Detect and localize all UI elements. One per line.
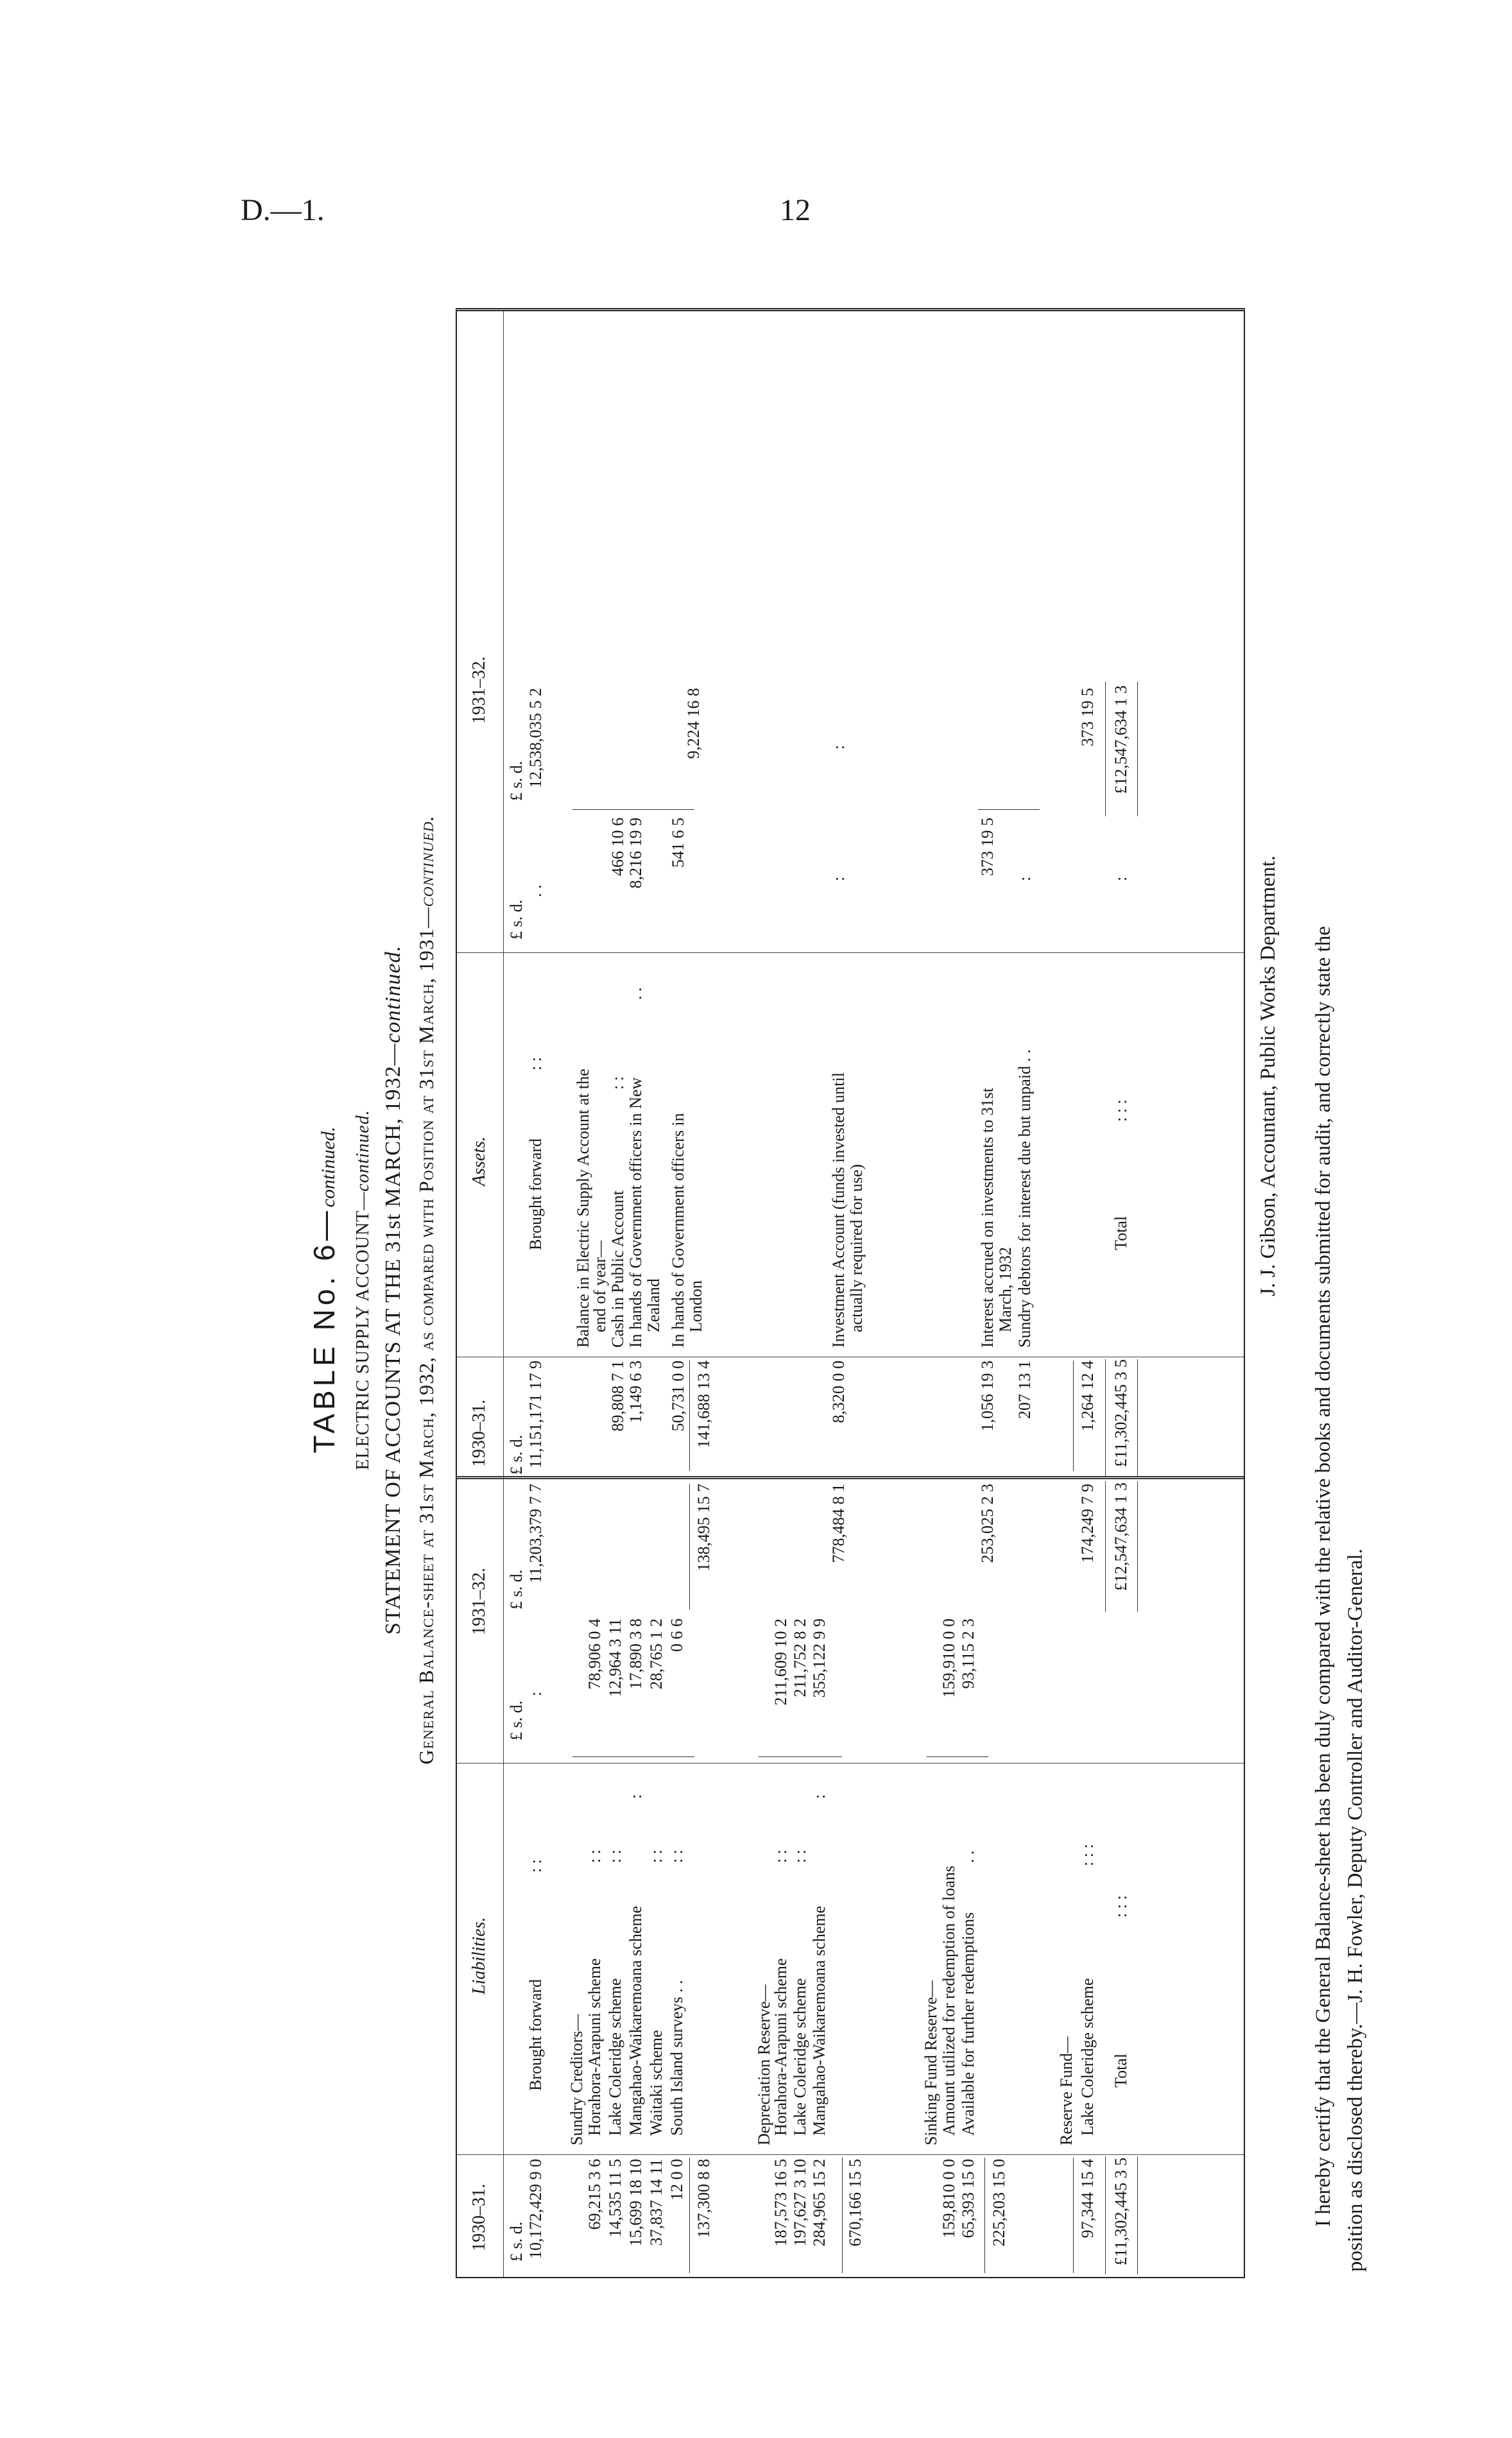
assets-total-rule xyxy=(1137,1359,1138,1476)
row-dots: : : xyxy=(647,1850,666,1863)
reserve-dots: : : : xyxy=(1078,1844,1097,1866)
table-title-text: TABLE No. 6— xyxy=(307,1207,341,1454)
depr-title: Depreciation Reserve— xyxy=(755,1984,773,2145)
nz-1932: 8,216 19 9 xyxy=(626,818,645,889)
row-label: Lake Coleridge scheme xyxy=(606,1978,624,2136)
row-label: Available for further redemptions xyxy=(959,1912,977,2136)
row-value-1931: 69,215 3 6 xyxy=(585,2159,604,2230)
reserve-label: Lake Coleridge scheme xyxy=(1078,1978,1097,2136)
liab-total-1931: £11,302,445 3 5 xyxy=(1112,2158,1130,2266)
balance-bracket xyxy=(572,809,694,810)
investment-1931: 8,320 0 0 xyxy=(829,1361,848,1423)
row-value-1931: 159,810 0 0 xyxy=(940,2159,958,2238)
london-label2: London xyxy=(687,1280,705,1332)
interest-1932-outer: 373 19 5 xyxy=(1078,688,1097,746)
assets-bf-label: Brought forward xyxy=(526,1138,545,1250)
depr-total-1931: 670,166 15 5 xyxy=(846,2159,864,2247)
assets-total-rule xyxy=(1105,1359,1106,1476)
total-rule xyxy=(1137,2156,1138,2274)
row-label: South Island surveys . . xyxy=(667,1980,686,2136)
row-label: Lake Coleridge scheme xyxy=(791,1978,809,2136)
liab-bf-label: Brought forward xyxy=(526,1979,545,2091)
row-value-1931: 12 0 0 xyxy=(667,2159,686,2201)
balance-total-1932: 9,224 16 8 xyxy=(684,688,703,759)
account-title-text: ELECTRIC SUPPLY ACCOUNT— xyxy=(353,1191,373,1470)
sundry-total-1931: 137,300 8 8 xyxy=(694,2159,713,2238)
subtotal-1931: 1,264 12 4 xyxy=(1078,1361,1097,1432)
assets-total-1932: £12,547,634 1 3 xyxy=(1112,685,1130,794)
sundry-debtors-1932: : xyxy=(1015,876,1034,881)
assets-bf-dots: : : xyxy=(526,1057,545,1070)
balance-title xyxy=(415,295,438,2285)
header-1931-liab: 1930–31. xyxy=(469,2184,489,2251)
lsd-header: £ s. d. xyxy=(507,1569,526,1610)
assets-total-inner: : xyxy=(1112,876,1130,881)
lsd-header: £ s. d. xyxy=(507,1434,526,1475)
balance-title-text: General Balance-sheet at 31st March, 1932, as compared with Position at 31st March, 1931— xyxy=(415,907,438,1765)
liab-bf-1931: 10,172,429 9 0 xyxy=(526,2159,545,2259)
total-rule xyxy=(1105,2156,1106,2274)
sundry-total-rule xyxy=(689,2158,690,2273)
table-title-cont: continued. xyxy=(318,1126,339,1208)
row-value-1932: 28,765 1 2 xyxy=(647,1618,666,1690)
row-dots: : : xyxy=(606,1850,624,1863)
row-value-1931: 197,627 3 10 xyxy=(791,2159,809,2247)
lsd-header: £ s. d. xyxy=(507,760,526,801)
lsd-header: £ s. d. xyxy=(507,1700,526,1740)
sink-title: Sinking Fund Reserve— xyxy=(922,1980,940,2145)
row-value-1931: 37,837 14 11 xyxy=(647,2159,666,2246)
interest-label2: March, 1932 xyxy=(996,1247,1015,1332)
certificate-line2: position as disclosed thereby.—J. H. Fowler, Deputy Controller and Auditor-General. xyxy=(1344,1549,1367,2272)
balance-sheet-table xyxy=(456,308,1245,2278)
row-value-1932: 211,752 8 2 xyxy=(791,1618,809,1697)
row-value-1932: 17,890 3 8 xyxy=(626,1618,645,1690)
balance-total-1931: 141,688 13 4 xyxy=(694,1361,713,1448)
assets-bf-1932: 12,538,035 5 2 xyxy=(526,688,545,788)
assets-bf-inner: . . xyxy=(526,884,545,897)
liab-total-1932: £12,547,634 1 3 xyxy=(1112,1482,1130,1591)
row-label: Horahora-Arapuni scheme xyxy=(771,1958,790,2136)
subtotal-rule xyxy=(1073,1361,1074,1471)
sundry-bracket xyxy=(572,1756,694,1757)
row-label: Horahora-Arapuni scheme xyxy=(585,1958,604,2136)
row-dots: : : xyxy=(771,1850,790,1863)
sundry-debtors-label: Sundry debtors for interest due but unpaid . . xyxy=(1015,1049,1034,1348)
page-code: D.—1. xyxy=(241,193,325,227)
investment-label2: actually required for use) xyxy=(847,1163,866,1332)
liab-total-label: Total xyxy=(1112,2053,1130,2088)
assets-total-dots: : : : xyxy=(1112,1099,1130,1122)
statement-title-cont: continued. xyxy=(381,945,405,1043)
reserve-title: Reserve Fund— xyxy=(1057,2036,1076,2145)
sundry-total-rule xyxy=(689,1484,690,1610)
london-label: In hands of Government officers in xyxy=(669,1113,687,1348)
row-value-1932: 355,122 9 9 xyxy=(810,1618,829,1698)
cash-1931: 89,808 7 1 xyxy=(608,1361,627,1432)
page-number: 12 xyxy=(780,193,811,227)
sundry-total-1932: 138,495 15 7 xyxy=(694,1484,713,1572)
reserve-1932: 174,249 7 9 xyxy=(1078,1484,1097,1563)
rotated-page xyxy=(307,295,1436,2285)
account-title xyxy=(353,295,374,2285)
row-dots: : : xyxy=(667,1850,686,1863)
interest-label: Interest accrued on investments to 31st xyxy=(978,1087,997,1348)
row-label: Mangahao-Waikaremoana scheme xyxy=(626,1905,645,2136)
col-divider xyxy=(457,1476,1244,1479)
sink-total-1931: 225,203 15 0 xyxy=(990,2159,1008,2247)
sink-total-1932: 253,025 2 3 xyxy=(978,1484,997,1563)
col-divider xyxy=(457,1763,1244,1764)
header-1932-liab: 1931–32. xyxy=(469,1568,489,1635)
row-dots: : : xyxy=(585,1850,604,1863)
row-value-1932: 93,115 2 3 xyxy=(959,1618,977,1689)
sundry-title: Sundry Creditors— xyxy=(567,2014,586,2145)
row-value-1932: 78,906 0 4 xyxy=(585,1618,604,1690)
depr-bracket xyxy=(759,1756,842,1757)
london-1931: 50,731 0 0 xyxy=(669,1361,687,1432)
nz-1931: 1,149 6 3 xyxy=(626,1361,645,1423)
liab-bf-1932: 11,203,379 7 7 xyxy=(526,1484,545,1584)
row-value-1932: 0 6 6 xyxy=(667,1618,686,1652)
row-label: Amount utilized for redemption of loans xyxy=(940,1866,958,2136)
cash-1932: 466 10 6 xyxy=(608,818,627,876)
liab-bf-dots: : : xyxy=(526,1859,545,1873)
total-rule xyxy=(1137,1481,1138,1612)
row-dots: : xyxy=(810,1794,829,1799)
sink-bracket xyxy=(927,1756,988,1757)
depr-total-rule xyxy=(842,2158,843,2273)
row-value-1931: 284,965 15 2 xyxy=(810,2159,829,2247)
balance-title-cont: continued. xyxy=(415,815,438,907)
interest-bracket xyxy=(978,809,1040,810)
row-value-1931: 15,699 18 10 xyxy=(626,2159,645,2247)
row-value-1932: 159,910 0 0 xyxy=(940,1618,958,1698)
balance-title: Balance in Electric Supply Account at the xyxy=(574,1069,592,1348)
header-1931-assets: 1930–31. xyxy=(469,1400,489,1467)
investment-1932-inner: : xyxy=(829,876,848,881)
header-1932-assets: 1931–32. xyxy=(469,657,489,724)
statement-title xyxy=(381,295,406,2285)
sundry-debtors-1931: 207 13 1 xyxy=(1015,1361,1034,1419)
row-value-1932: 211,609 10 2 xyxy=(771,1618,790,1706)
certificate-line1: I hereby certify that the General Balance-sheet has been duly compared with the relative books and documents submitted for audit, and correctly state the xyxy=(1312,926,1335,2227)
interest-1931: 1,056 19 3 xyxy=(978,1361,997,1432)
balance-total-rule xyxy=(689,1361,690,1471)
row-value-1931: 65,393 15 0 xyxy=(959,2159,977,2238)
depr-total-1932: 778,484 8 1 xyxy=(829,1484,848,1563)
interest-1932: 373 19 5 xyxy=(978,818,997,876)
lsd-header: £ s. d. xyxy=(507,899,526,940)
statement-title-text: STATEMENT OF ACCOUNTS AT THE 31st MARCH, 1932— xyxy=(381,1043,405,1635)
liab-total-dots: : : : xyxy=(1112,1895,1130,1918)
assets-total-rule xyxy=(1137,682,1138,816)
assets-total-1931: £11,302,445 3 5 xyxy=(1112,1359,1130,1468)
header-rule xyxy=(503,311,504,2277)
signature: J. J. Gibson, Accountant, Public Works Department. xyxy=(1257,855,1280,1296)
row-dots: . . xyxy=(959,1850,977,1863)
cash-label: Cash in Public Account xyxy=(608,1190,627,1348)
row-value-1931: 14,535 11 5 xyxy=(606,2159,624,2238)
london-1932: 541 6 5 xyxy=(669,818,687,868)
nz-label2: Zealand xyxy=(644,1278,663,1332)
row-value-1932: 12,964 3 11 xyxy=(606,1618,624,1697)
reserve-rule xyxy=(1073,2158,1074,2273)
col-divider xyxy=(457,952,1244,953)
row-label: Mangahao-Waikaremoana scheme xyxy=(810,1905,829,2136)
liab-bf-dots2: : xyxy=(526,1691,545,1696)
row-value-1931: 187,573 16 5 xyxy=(771,2159,790,2247)
assets-total-label: Total xyxy=(1112,1215,1130,1250)
cash-dots: : : xyxy=(608,1076,627,1090)
investment-1932: : xyxy=(829,744,848,750)
assets-bf-1931: 11,151,171 17 9 xyxy=(526,1361,545,1469)
nz-dots: . . xyxy=(626,987,645,1000)
assets-total-rule xyxy=(1105,682,1106,816)
header-liabilities: Liabilities. xyxy=(469,1917,489,1995)
lsd-header: £ s. d. xyxy=(507,2221,526,2262)
account-title-cont: continued. xyxy=(353,1110,373,1192)
col-divider xyxy=(457,2154,1244,2155)
balance-title2: end of year— xyxy=(590,1240,609,1332)
sink-total-rule xyxy=(984,2158,985,2273)
total-rule xyxy=(1105,1481,1106,1612)
nz-label: In hands of Government officers in New xyxy=(626,1077,645,1348)
header-assets: Assets. xyxy=(469,1137,489,1186)
row-label: Waitaki scheme xyxy=(647,2030,666,2136)
table-title xyxy=(307,295,341,2285)
row-dots: : xyxy=(626,1794,645,1799)
row-dots: : : xyxy=(791,1850,809,1863)
reserve-1931: 97,344 15 4 xyxy=(1078,2159,1097,2238)
investment-label: Investment Account (funds invested until xyxy=(829,1072,848,1348)
